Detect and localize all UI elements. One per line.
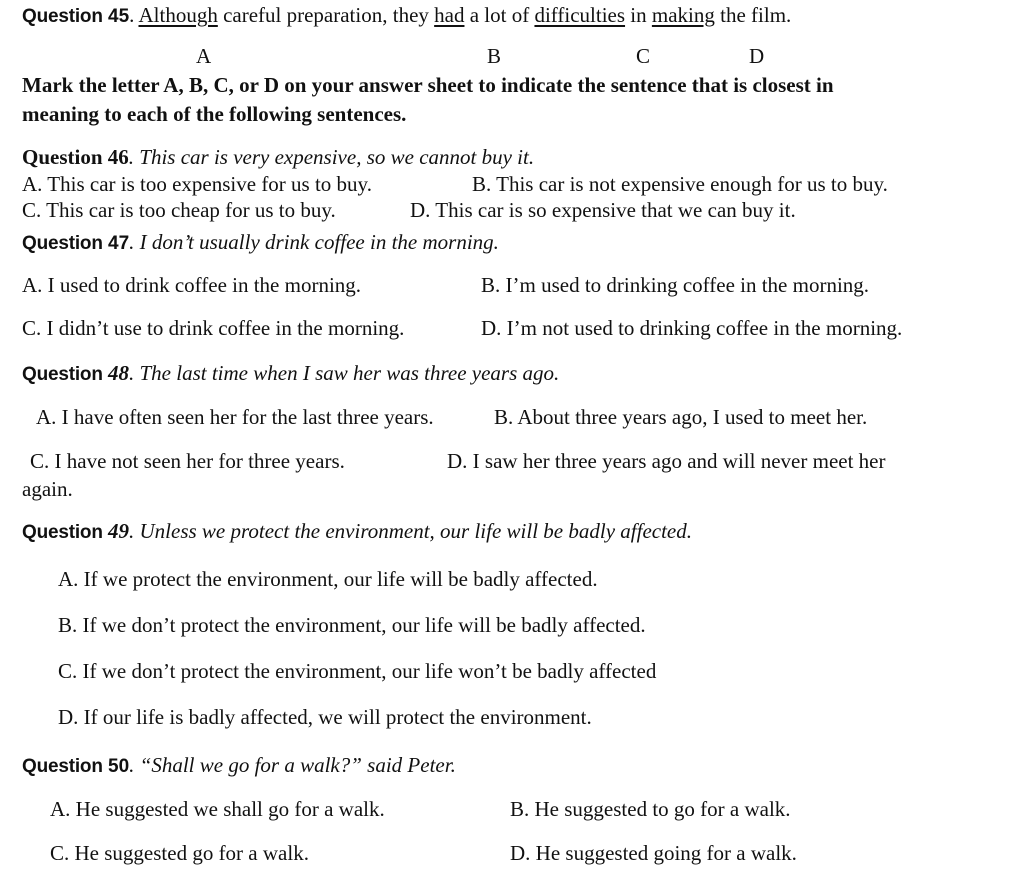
q45-underline-c: difficulties [534, 3, 626, 27]
question-50 [22, 753, 456, 779]
q45-underline-d: making [651, 3, 715, 27]
q50-option-a: A. He suggested we shall go for a walk. [50, 797, 385, 821]
question-46 [22, 145, 534, 170]
q48-option-d-continued: again. [22, 477, 73, 501]
q45-text-5: the film. [714, 3, 792, 27]
q45-underline-b: had [434, 3, 465, 27]
question-label: Question [22, 145, 103, 169]
q47-option-a: A. I used to drink coffee in the morning. [22, 273, 362, 297]
q46-option-d: D. This car is so expensive that we can buy it. [410, 198, 796, 222]
q49-option-a: A. If we protect the environment, our life will be badly affected. [58, 567, 598, 591]
q46-option-c: C. This car is too cheap for us to buy. [22, 198, 336, 222]
q48-option-c: C. I have not seen her for three years. [30, 449, 345, 473]
q48-option-a: A. I have often seen her for the last three years. [36, 405, 434, 429]
q46-option-b: B. This car is not expensive enough for us to buy. [472, 172, 888, 196]
q48-option-d: D. I saw her three years ago and will never meet her [447, 449, 886, 473]
question-label: Question [22, 233, 103, 254]
q49-option-d: D. If our life is badly affected, we will protect the environment. [58, 705, 592, 729]
q50-option-d: D. He suggested going for a walk. [510, 841, 797, 865]
question-number: 47 [108, 233, 130, 254]
question-number: 48 [108, 361, 129, 385]
question-stem: . Unless we protect the environment, our life will be badly affected. [129, 519, 692, 543]
q45-letter-c: C [636, 44, 651, 68]
q45-underline-a: Although [138, 3, 218, 27]
q46-option-a: A. This car is too expensive for us to buy. [22, 172, 372, 196]
question-48 [22, 361, 559, 387]
q47-option-c: C. I didn’t use to drink coffee in the morning. [22, 316, 405, 340]
q45-letter-d: D [749, 44, 765, 68]
q49-option-c: C. If we don’t protect the environment, our life won’t be badly affected [58, 659, 657, 683]
question-45 [22, 3, 791, 29]
q45-text-3: a lot of [464, 3, 535, 27]
question-stem: . “Shall we go for a walk?” said Peter. [129, 753, 456, 777]
q45-text-1: . [129, 3, 139, 27]
question-number: 50 [108, 756, 130, 777]
question-number: 45 [108, 6, 130, 27]
question-number: 49 [108, 519, 129, 543]
question-number: 46 [107, 145, 129, 169]
instruction-line-2: meaning to each of the following sentences. [22, 102, 407, 126]
question-stem: . The last time when I saw her was three years ago. [129, 361, 560, 385]
q47-option-d: D. I’m not used to drinking coffee in the morning. [481, 316, 903, 340]
q47-option-b: B. I’m used to drinking coffee in the morning. [481, 273, 870, 297]
question-label: Question [22, 6, 103, 27]
q50-option-c: C. He suggested go for a walk. [50, 841, 309, 865]
q45-text-2: careful preparation, they [217, 3, 435, 27]
q45-text-4: in [625, 3, 652, 27]
q45-letter-b: B [487, 44, 502, 68]
question-49 [22, 519, 692, 545]
instruction-line-1: Mark the letter A, B, C, or D on your answer sheet to indicate the sentence that is closest in [22, 73, 834, 97]
q49-option-b: B. If we don’t protect the environment, our life will be badly affected. [58, 613, 646, 637]
question-label: Question [22, 522, 103, 543]
q50-option-b: B. He suggested to go for a walk. [510, 797, 791, 821]
question-stem: . I don’t usually drink coffee in the morning. [129, 230, 499, 254]
q48-option-b: B. About three years ago, I used to meet her. [494, 405, 868, 429]
question-stem: . This car is very expensive, so we cannot buy it. [128, 145, 535, 169]
question-47 [22, 230, 499, 256]
q45-letter-a: A [196, 44, 212, 68]
question-label: Question [22, 756, 103, 777]
question-label: Question [22, 364, 103, 385]
